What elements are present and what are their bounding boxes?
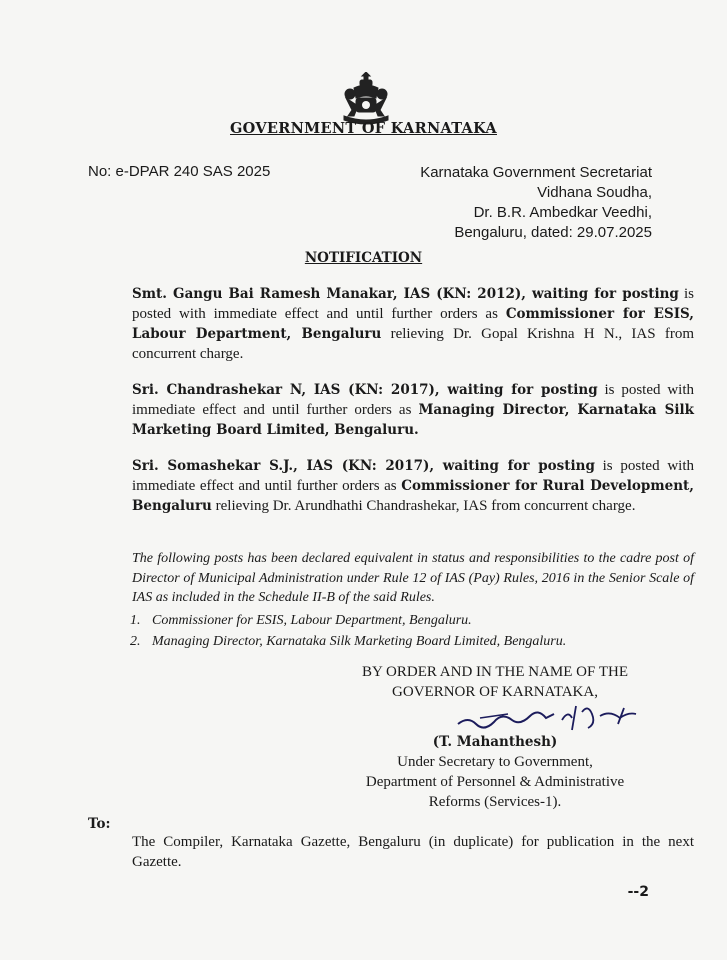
posted-position: Managing Director, Karnataka Silk Marketing Board Limited, Bengaluru.	[132, 402, 694, 438]
list-item	[130, 631, 566, 652]
recipient-paragraph: The Compiler, Karnataka Gazette, Bengaluru (in duplicate) for publication in the next Gazette.	[132, 834, 694, 870]
officer-name: Sri. Chandrashekar N, IAS (KN: 2017), waiting for posting	[132, 382, 598, 398]
list-text: Commissioner for ESIS, Labour Department, Bengaluru.	[152, 613, 472, 628]
address-line: Karnataka Government Secretariat	[420, 164, 652, 181]
list-number: 2.	[130, 634, 141, 649]
address-line: Vidhana Soudha,	[537, 184, 652, 201]
order-line: GOVERNOR OF KARNATAKA,	[392, 684, 598, 700]
posting-paragraph	[88, 456, 694, 516]
paragraph-text: is posted with immediate effect and until further orders as	[132, 382, 694, 418]
notification-title: NOTIFICATION	[304, 250, 423, 266]
signatory-section: Reforms (Services-1).	[428, 794, 562, 810]
paragraph-text: relieving Dr. Gopal Krishna H N., IAS from concurrent charge.	[132, 326, 694, 362]
list-item	[130, 610, 566, 631]
posted-position: Commissioner for Rural Development, Bengaluru	[132, 478, 694, 514]
to-label: To:	[88, 816, 111, 832]
paragraph-text: is posted with immediate effect and until further orders as	[132, 286, 694, 322]
posted-position: Commissioner for ESIS, Labour Department, Bengaluru	[132, 306, 694, 342]
signatory-designation: Under Secretary to Government,	[397, 754, 593, 770]
page-continuation-marker: --2	[627, 884, 649, 900]
posting-paragraph	[88, 380, 694, 440]
signatory-name: (T. Mahanthesh)	[432, 734, 558, 750]
paragraph-text: is posted with immediate effect and until further orders as	[132, 458, 694, 494]
signatory-block	[330, 732, 660, 812]
posting-paragraph	[88, 284, 694, 364]
equivalent-posts-list	[130, 610, 566, 652]
paragraph-text: relieving Dr. Arundhathi Chandrashekar, IAS from concurrent charge.	[211, 498, 636, 514]
equivalence-paragraph: The following posts has been declared equivalent in status and responsibilities to the cadre post of Director of Municipal Administration under Rule 12 of IAS (Pay) Rules, 2016 in the Senior Scale of IAS as included in the Schedule II-B of the said Rules.	[132, 551, 694, 605]
officer-name: Smt. Gangu Bai Ramesh Manakar, IAS (KN: 2012), waiting for posting	[132, 286, 679, 302]
list-text: Managing Director, Karnataka Silk Marketing Board Limited, Bengaluru.	[152, 634, 567, 649]
order-line: BY ORDER AND IN THE NAME OF THE	[362, 664, 628, 680]
signatory-department: Department of Personnel & Administrative	[365, 774, 625, 790]
government-title: GOVERNMENT OF KARNATAKA	[230, 120, 497, 137]
officer-name: Sri. Somashekar S.J., IAS (KN: 2017), waiting for posting	[132, 458, 595, 474]
reference-number: No: e-DPAR 240 SAS 2025	[88, 163, 271, 180]
office-address	[420, 163, 652, 243]
address-line: Bengaluru, dated: 29.07.2025	[454, 224, 652, 241]
list-number: 1.	[130, 613, 141, 628]
address-line: Dr. B.R. Ambedkar Veedhi,	[473, 204, 652, 221]
